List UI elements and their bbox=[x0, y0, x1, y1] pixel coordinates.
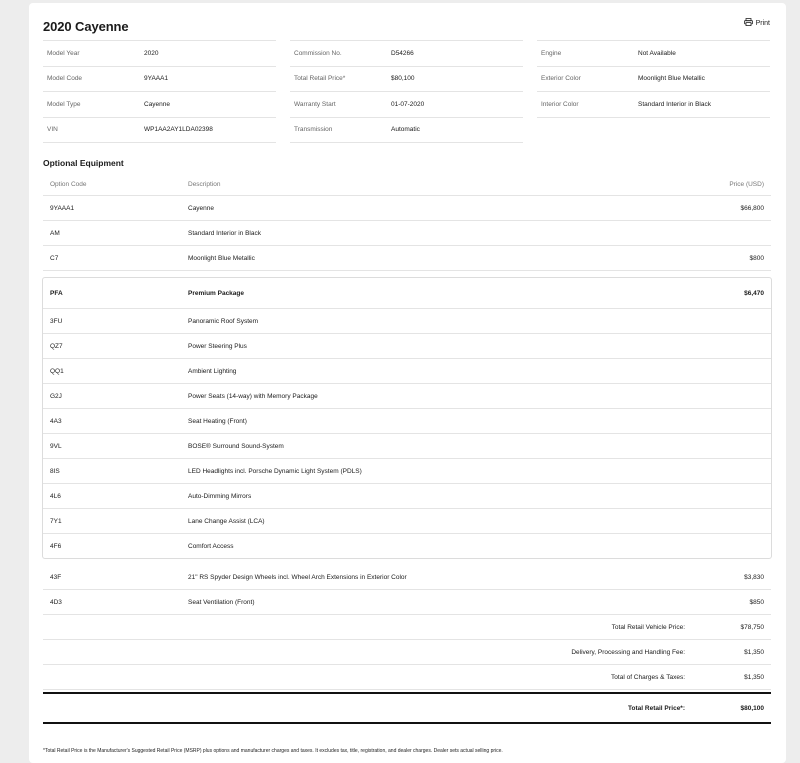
option-description: Ambient Lighting bbox=[188, 367, 237, 375]
option-description: Power Steering Plus bbox=[188, 342, 247, 350]
grand-total-value: $80,100 bbox=[740, 704, 764, 712]
spec-label: Warranty Start bbox=[294, 100, 336, 108]
table-row bbox=[43, 359, 771, 384]
spec-row bbox=[43, 66, 276, 93]
table-row bbox=[43, 590, 771, 615]
column-header-description: Description bbox=[188, 180, 221, 188]
option-price: $3,830 bbox=[744, 573, 764, 581]
option-description: Seat Ventilation (Front) bbox=[188, 598, 255, 606]
option-code: 9VL bbox=[50, 442, 62, 450]
spec-label: VIN bbox=[47, 126, 58, 134]
printer-icon bbox=[744, 18, 753, 28]
option-description: Cayenne bbox=[188, 204, 215, 212]
option-code: QQ1 bbox=[50, 367, 64, 375]
equipment-rows-after bbox=[43, 565, 771, 615]
page-title: 2020 Cayenne bbox=[43, 19, 129, 34]
total-label: Total of Charges & Taxes: bbox=[611, 673, 685, 681]
equipment-table bbox=[43, 173, 771, 724]
option-code: 9YAAA1 bbox=[50, 204, 75, 212]
option-code: QZ7 bbox=[50, 342, 63, 350]
option-code: 43F bbox=[50, 573, 62, 581]
spec-row bbox=[43, 91, 276, 118]
option-description: Moonlight Blue Metallic bbox=[188, 254, 255, 262]
option-description: Seat Heating (Front) bbox=[188, 417, 247, 425]
option-description: Premium Package bbox=[188, 289, 245, 297]
spec-value: Not Available bbox=[638, 49, 676, 57]
window-sticker-card bbox=[29, 3, 786, 763]
print-button[interactable] bbox=[744, 18, 770, 28]
option-price: $6,470 bbox=[744, 289, 764, 297]
spec-row bbox=[290, 66, 523, 93]
total-value: $1,350 bbox=[744, 648, 764, 656]
spec-label: Model Type bbox=[47, 100, 81, 108]
spec-value: WP1AA2AY1LDA02398 bbox=[144, 126, 213, 134]
specs-column-3 bbox=[537, 41, 770, 118]
table-header bbox=[43, 173, 771, 196]
table-row bbox=[43, 196, 771, 221]
specs-column-2 bbox=[290, 41, 523, 143]
option-price: $800 bbox=[749, 254, 764, 262]
option-description: 21" RS Spyder Design Wheels incl. Wheel Arch Extensions in Exterior Color bbox=[188, 573, 407, 581]
spec-value: $80,100 bbox=[391, 75, 415, 83]
option-description: BOSE® Surround Sound-System bbox=[188, 442, 284, 450]
option-code: 4L6 bbox=[50, 492, 61, 500]
spec-value: Moonlight Blue Metallic bbox=[638, 75, 705, 83]
option-description: Lane Change Assist (LCA) bbox=[188, 517, 265, 525]
spec-row bbox=[290, 117, 523, 144]
spec-row bbox=[290, 91, 523, 118]
table-row bbox=[43, 459, 771, 484]
spec-label: Model Year bbox=[47, 49, 80, 57]
table-row bbox=[43, 384, 771, 409]
spec-row bbox=[537, 66, 770, 93]
spec-value: 01-07-2020 bbox=[391, 100, 425, 108]
optional-equipment-title: Optional Equipment bbox=[43, 158, 124, 168]
spec-value: D54266 bbox=[391, 49, 414, 57]
table-row bbox=[43, 409, 771, 434]
option-code: AM bbox=[50, 229, 60, 237]
option-code: PFA bbox=[50, 289, 63, 297]
total-row bbox=[43, 640, 771, 665]
option-code: 4D3 bbox=[50, 598, 62, 606]
table-row bbox=[43, 278, 771, 309]
spec-value: 9YAAA1 bbox=[144, 75, 169, 83]
total-row bbox=[43, 615, 771, 640]
spec-row bbox=[290, 40, 523, 67]
grand-total-row bbox=[43, 692, 771, 724]
spec-row bbox=[537, 40, 770, 67]
table-row bbox=[43, 309, 771, 334]
option-price: $850 bbox=[749, 598, 764, 606]
spec-value: Standard Interior in Black bbox=[638, 100, 711, 108]
spec-label: Exterior Color bbox=[541, 75, 581, 83]
table-row bbox=[43, 509, 771, 534]
option-description: Standard Interior in Black bbox=[188, 229, 261, 237]
option-code: G2J bbox=[50, 392, 62, 400]
table-row bbox=[43, 534, 771, 558]
spec-label: Commission No. bbox=[294, 49, 342, 57]
table-row bbox=[43, 484, 771, 509]
table-row bbox=[43, 434, 771, 459]
spec-value: Cayenne bbox=[144, 100, 171, 108]
spec-row bbox=[43, 40, 276, 67]
equipment-rows bbox=[43, 196, 771, 271]
totals-section bbox=[43, 615, 771, 690]
premium-package-group bbox=[42, 277, 772, 559]
option-code: 3FU bbox=[50, 317, 63, 325]
option-description: Comfort Access bbox=[188, 542, 234, 550]
table-row bbox=[43, 565, 771, 590]
footnote: *Total Retail Price is the Manufacturer's Suggested Retail Price (MSRP) plus options and manufacturer charges and taxes. It excludes tax, title, registration, and dealer charges. Dealer sets actual selling price. bbox=[43, 748, 503, 754]
option-description: Power Seats (14-way) with Memory Package bbox=[188, 392, 318, 400]
spec-value: Automatic bbox=[391, 126, 420, 134]
option-price: $66,800 bbox=[740, 204, 764, 212]
print-label: Print bbox=[755, 19, 770, 27]
spec-row bbox=[43, 117, 276, 144]
table-row bbox=[43, 221, 771, 246]
spec-row bbox=[537, 91, 770, 118]
option-code: 4A3 bbox=[50, 417, 62, 425]
option-code: C7 bbox=[50, 254, 59, 262]
column-header-price: Price (USD) bbox=[729, 180, 764, 188]
specs-column-1 bbox=[43, 41, 276, 143]
table-row bbox=[43, 246, 771, 271]
table-row bbox=[43, 334, 771, 359]
column-header-code: Option Code bbox=[50, 180, 87, 188]
total-row bbox=[43, 665, 771, 690]
option-description: LED Headlights incl. Porsche Dynamic Light System (PDLS) bbox=[188, 467, 362, 475]
spec-label: Interior Color bbox=[541, 100, 579, 108]
spec-value: 2020 bbox=[144, 49, 159, 57]
total-label: Total Retail Vehicle Price: bbox=[611, 623, 685, 631]
option-description: Panoramic Roof System bbox=[188, 317, 259, 325]
option-code: 4F6 bbox=[50, 542, 62, 550]
spec-label: Model Code bbox=[47, 75, 83, 83]
option-code: 7Y1 bbox=[50, 517, 62, 525]
option-code: 8IS bbox=[50, 467, 60, 475]
spec-label: Total Retail Price* bbox=[294, 75, 346, 83]
total-label: Delivery, Processing and Handling Fee: bbox=[571, 648, 685, 656]
total-value: $1,350 bbox=[744, 673, 764, 681]
spec-label: Engine bbox=[541, 49, 562, 57]
grand-total-label: Total Retail Price*: bbox=[628, 704, 685, 712]
total-value: $78,750 bbox=[740, 623, 764, 631]
option-description: Auto-Dimming Mirrors bbox=[188, 492, 252, 500]
spec-label: Transmission bbox=[294, 126, 333, 134]
